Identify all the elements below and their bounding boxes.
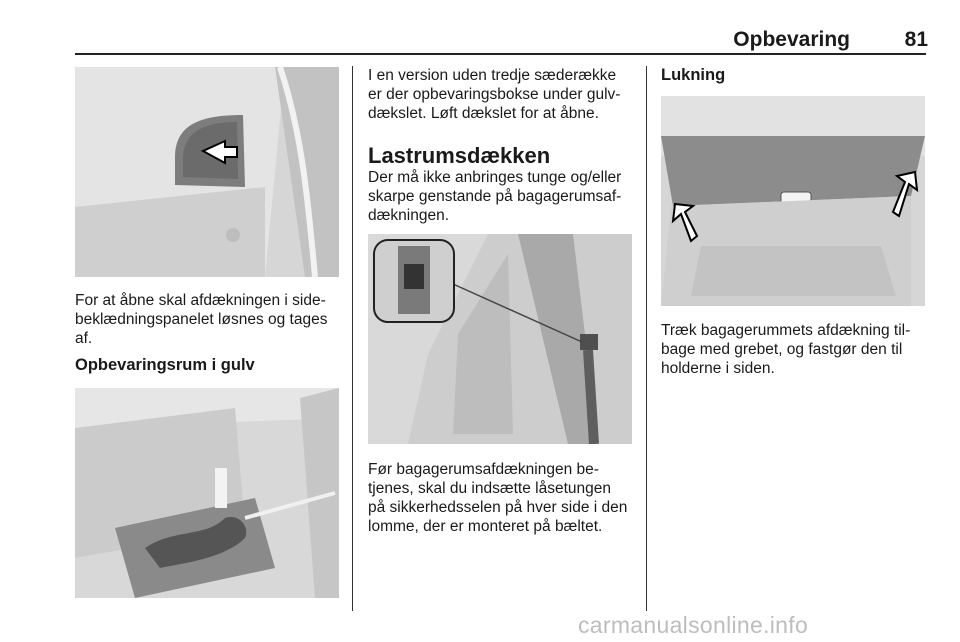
cover-closing-illustration [661, 96, 925, 306]
warning-text: Der må ikke anbringes tunge og/eller skarpe genstande på bagagerumsaf- dækningen. [368, 169, 622, 224]
header-rule [75, 53, 926, 55]
closing-text: Træk bagagerummets afdækning til- bage med grebet, og fastgør den til holderne i siden. [661, 322, 911, 377]
caption-side-panel: For at åbne skal afdækningen i side- beklædningspanelet løsnes og tages af. [75, 292, 328, 347]
watermark: carmanualsonline.info [578, 612, 809, 638]
heading-load-cover: Lastrumsdækken [368, 143, 551, 168]
heading-closing: Lukning [661, 66, 726, 84]
heading-floor-storage: Opbevaringsrum i gulv [75, 356, 255, 374]
column-divider-1 [352, 66, 353, 611]
intro-text: I en version uden tredje sæderække er der opbevaringsbokse under gulv- dækslet. Løft dækslet for at åbne. [368, 67, 621, 122]
column-divider-2 [646, 66, 647, 611]
instruction-text: Før bagagerumsafdækningen be- tjenes, skal du indsætte låsetungen på sikkerhedsselen på hver side i den lomme, der er monteret på bæltet. [368, 461, 628, 535]
seatbelt-illustration [368, 234, 632, 444]
floor-storage-illustration [75, 388, 339, 598]
page-number: 81 [904, 28, 928, 51]
side-panel-illustration [75, 67, 339, 277]
section-title: Opbevaring [733, 28, 850, 51]
